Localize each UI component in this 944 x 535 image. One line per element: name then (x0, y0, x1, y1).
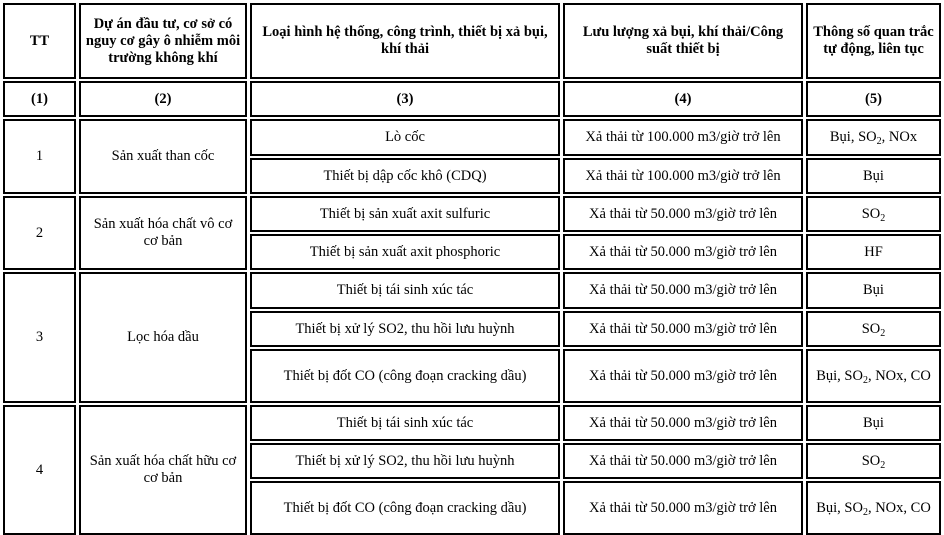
flow-rate: Xả thải từ 50.000 m3/giờ trở lên (563, 481, 803, 535)
row-number: 3 (3, 272, 76, 403)
equipment-type: Thiết bị tái sinh xúc tác (250, 405, 560, 441)
column-number: (5) (806, 81, 941, 117)
flow-rate: Xả thải từ 50.000 m3/giờ trở lên (563, 196, 803, 232)
row-number: 4 (3, 405, 76, 535)
monitoring-table (3, 3, 941, 530)
monitoring-params: $SO_2$ (806, 196, 941, 232)
header-tt: TT (3, 3, 76, 79)
equipment-type: Thiết bị sản xuất axit phosphoric (250, 234, 560, 270)
monitoring-params: Bụi, $SO_2$, NOx (806, 119, 941, 156)
monitoring-params: Bụi, $SO_2$, NOx, CO (806, 481, 941, 535)
column-number: (4) (563, 81, 803, 117)
column-number: (1) (3, 81, 76, 117)
project-name: Lọc hóa dầu (79, 272, 247, 403)
equipment-type: Thiết bị tái sinh xúc tác (250, 272, 560, 309)
equipment-type: Thiết bị xử lý SO2, thu hồi lưu huỳnh (250, 311, 560, 347)
column-number: (2) (79, 81, 247, 117)
flow-rate: Xả thải từ 50.000 m3/giờ trở lên (563, 234, 803, 270)
monitoring-params: HF (806, 234, 941, 270)
equipment-type: Thiết bị sản xuất axit sulfuric (250, 196, 560, 232)
flow-rate: Xả thải từ 50.000 m3/giờ trở lên (563, 443, 803, 479)
monitoring-params: $SO_2$ (806, 443, 941, 479)
equipment-type: Lò cốc (250, 119, 560, 156)
header-project: Dự án đầu tư, cơ sở có nguy cơ gây ô nhiễm môi trường không khí (79, 3, 247, 79)
header-flow: Lưu lượng xả bụi, khí thải/Công suất thiết bị (563, 3, 803, 79)
equipment-type: Thiết bị đốt CO (công đoạn cracking dầu) (250, 481, 560, 535)
project-name: Sản xuất than cốc (79, 119, 247, 194)
equipment-type: Thiết bị dập cốc khô (CDQ) (250, 158, 560, 194)
row-number: 2 (3, 196, 76, 270)
flow-rate: Xả thải từ 50.000 m3/giờ trở lên (563, 272, 803, 309)
project-name: Sản xuất hóa chất vô cơ cơ bản (79, 196, 247, 270)
flow-rate: Xả thải từ 50.000 m3/giờ trở lên (563, 405, 803, 441)
flow-rate: Xả thải từ 100.000 m3/giờ trở lên (563, 119, 803, 156)
monitoring-params: Bụi (806, 272, 941, 309)
row-number: 1 (3, 119, 76, 194)
header-equipment: Loại hình hệ thống, công trình, thiết bị xả bụi, khí thải (250, 3, 560, 79)
monitoring-params: Bụi, $SO_2$, NOx, CO (806, 349, 941, 403)
monitoring-params: Bụi (806, 405, 941, 441)
flow-rate: Xả thải từ 50.000 m3/giờ trở lên (563, 311, 803, 347)
equipment-type: Thiết bị đốt CO (công đoạn cracking dầu) (250, 349, 560, 403)
column-number: (3) (250, 81, 560, 117)
flow-rate: Xả thải từ 50.000 m3/giờ trở lên (563, 349, 803, 403)
monitoring-params: $SO_2$ (806, 311, 941, 347)
flow-rate: Xả thải từ 100.000 m3/giờ trở lên (563, 158, 803, 194)
monitoring-params: Bụi (806, 158, 941, 194)
equipment-type: Thiết bị xử lý SO2, thu hồi lưu huỳnh (250, 443, 560, 479)
header-params: Thông số quan trắc tự động, liên tục (806, 3, 941, 79)
project-name: Sản xuất hóa chất hữu cơ cơ bản (79, 405, 247, 535)
